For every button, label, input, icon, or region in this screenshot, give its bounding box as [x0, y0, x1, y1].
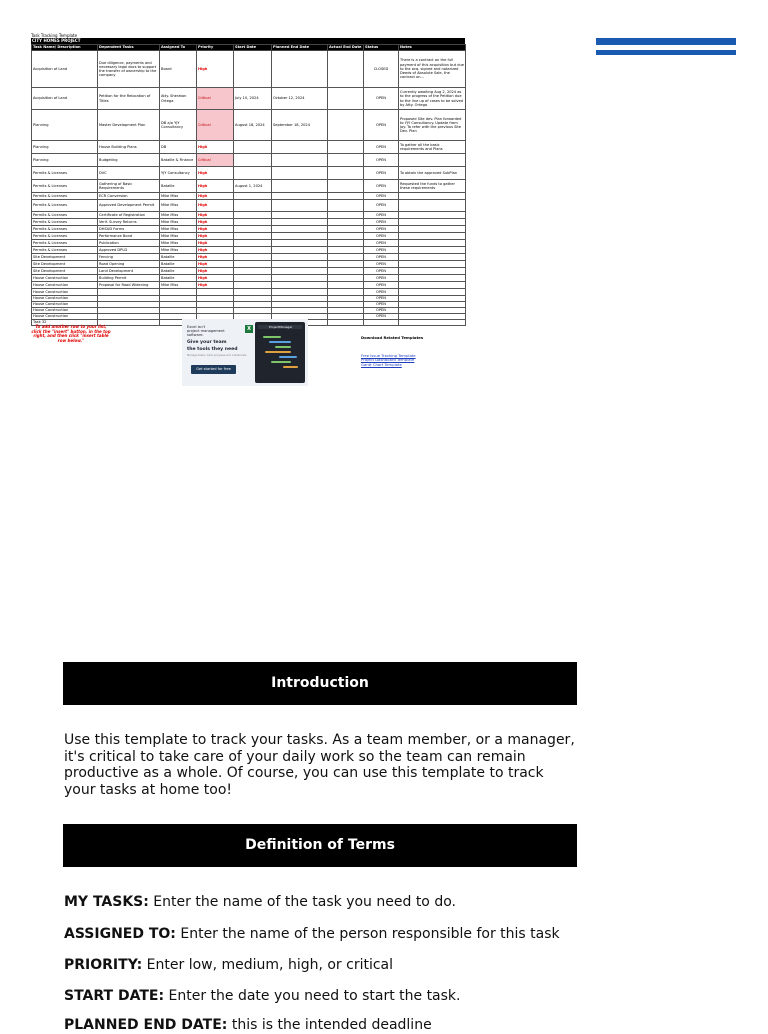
col-status-cell[interactable]: OPEN	[364, 200, 399, 212]
col-dependent-tasks-cell[interactable]: DHSUD Forms	[98, 226, 160, 233]
col-notes-cell[interactable]	[399, 212, 466, 219]
col-status-cell[interactable]: OPEN	[364, 261, 399, 268]
col-task-name-header: Task Name/ Description	[32, 45, 98, 51]
term-label: ASSIGNED TO:	[64, 926, 176, 942]
col-start-date-cell[interactable]	[234, 233, 272, 240]
col-start-date-cell[interactable]	[234, 141, 272, 154]
excel-logo-icon: X	[245, 325, 253, 333]
table-row[interactable]	[32, 261, 466, 268]
screen-label: ProjectManager	[269, 325, 293, 329]
col-assigned-to-cell[interactable]: Mike Miss	[160, 212, 197, 219]
promo-copy	[187, 325, 249, 359]
col-start-date-cell[interactable]: July 10, 2024	[234, 88, 272, 110]
table-row[interactable]	[32, 141, 466, 154]
col-dependent-tasks-cell[interactable]: Master Development Plan	[98, 110, 160, 141]
col-planned-end-date-cell[interactable]	[272, 261, 328, 268]
col-actual-end-date-cell[interactable]	[328, 154, 364, 167]
col-priority-cell[interactable]: High	[197, 141, 234, 154]
col-priority-cell[interactable]: High	[197, 200, 234, 212]
col-task-name-cell[interactable]: Site Development	[32, 261, 98, 268]
col-assigned-to-header: Assigned To	[160, 45, 197, 51]
col-assigned-to-cell[interactable]: Bataille	[160, 275, 197, 282]
col-assigned-to-cell[interactable]: YJY Consultancy	[160, 167, 197, 180]
col-planned-end-date-cell[interactable]	[272, 254, 328, 261]
col-dependent-tasks-header: Dependent Tasks	[98, 45, 160, 51]
col-start-date-cell[interactable]	[234, 226, 272, 233]
table-row[interactable]	[32, 254, 466, 261]
table-row[interactable]	[32, 240, 466, 247]
term-label: PLANNED END DATE:	[64, 1017, 228, 1033]
col-assigned-to-cell[interactable]: Bataille & Finance	[160, 154, 197, 167]
col-planned-end-date-cell[interactable]	[272, 282, 328, 289]
term-definition: Enter the date you need to start the task.	[164, 988, 461, 1004]
col-assigned-to-cell[interactable]: Atty. Sheraton Ortega	[160, 88, 197, 110]
table-row[interactable]	[32, 268, 466, 275]
col-status-cell[interactable]: OPEN	[364, 154, 399, 167]
col-start-date-cell[interactable]	[234, 261, 272, 268]
col-status-cell[interactable]: OPEN	[364, 275, 399, 282]
promo-line2: software.	[187, 333, 204, 338]
gantt-bar	[279, 356, 297, 358]
col-status-cell[interactable]: OPEN	[364, 282, 399, 289]
col-start-date-cell[interactable]: August 18, 2024	[234, 110, 272, 141]
col-task-name-cell[interactable]: Permits & Licenses	[32, 247, 98, 254]
related-link-gantt-chart[interactable]: Gantt Chart Template	[361, 361, 402, 367]
col-priority-cell[interactable]: High	[197, 247, 234, 254]
term-definition: Enter low, medium, high, or critical	[142, 957, 394, 973]
term-my-tasks	[64, 894, 664, 911]
col-actual-end-date-cell[interactable]	[328, 282, 364, 289]
col-actual-end-date-cell[interactable]	[328, 200, 364, 212]
col-task-name-cell[interactable]: Acquisition of Land	[32, 88, 98, 110]
related-heading: Download Related Templates	[361, 335, 424, 340]
col-priority-cell[interactable]: High	[197, 240, 234, 247]
col-actual-end-date-cell[interactable]	[328, 110, 364, 141]
col-status-cell[interactable]: OPEN	[364, 110, 399, 141]
task-table	[31, 44, 466, 326]
col-task-name-cell[interactable]: Task 32	[32, 320, 98, 326]
col-task-name-cell[interactable]: House Construction	[32, 296, 98, 302]
gantt-bar	[271, 361, 291, 363]
col-actual-end-date-cell[interactable]	[328, 167, 364, 180]
col-actual-end-date-cell[interactable]	[328, 193, 364, 200]
col-planned-end-date-cell[interactable]: October 12, 2024	[272, 88, 328, 110]
col-priority-cell[interactable]: High	[197, 261, 234, 268]
col-dependent-tasks-cell[interactable]: House Building Plans	[98, 141, 160, 154]
col-notes-cell[interactable]	[399, 154, 466, 167]
col-start-date-cell[interactable]	[234, 282, 272, 289]
col-actual-end-date-cell[interactable]	[328, 226, 364, 233]
col-task-name-cell[interactable]: Permits & Licenses	[32, 200, 98, 212]
col-assigned-to-cell[interactable]: Mike Miss	[160, 282, 197, 289]
table-row[interactable]	[32, 200, 466, 212]
col-priority-cell[interactable]: High	[197, 180, 234, 193]
col-actual-end-date-cell[interactable]	[328, 268, 364, 275]
col-actual-end-date-cell[interactable]	[328, 320, 364, 326]
col-notes-cell[interactable]	[399, 282, 466, 289]
col-task-name-cell[interactable]: Permits & Licenses	[32, 193, 98, 200]
col-status-cell[interactable]: OPEN	[364, 212, 399, 219]
col-dependent-tasks-cell[interactable]: Certificate of Registration	[98, 212, 160, 219]
related-link-issue-tracking[interactable]: Free Issue Tracking Template	[361, 352, 416, 358]
col-actual-end-date-cell[interactable]	[328, 233, 364, 240]
gantt-bar	[283, 366, 298, 368]
col-task-name-cell[interactable]: Permits & Licenses	[32, 233, 98, 240]
col-planned-end-date-cell[interactable]	[272, 193, 328, 200]
col-planned-end-date-cell[interactable]	[272, 141, 328, 154]
col-dependent-tasks-cell[interactable]: Approved Development Permit	[98, 200, 160, 212]
col-status-cell[interactable]	[364, 320, 399, 326]
col-status-cell[interactable]: OPEN	[364, 314, 399, 320]
col-actual-end-date-cell[interactable]	[328, 247, 364, 254]
col-planned-end-date-cell[interactable]	[272, 51, 328, 88]
col-dependent-tasks-cell[interactable]: Verif. Survey Returns	[98, 219, 160, 226]
col-planned-end-date-cell[interactable]	[272, 240, 328, 247]
col-priority-cell[interactable]: High	[197, 193, 234, 200]
promo-headline1: Give your team	[187, 339, 227, 345]
accent-bar-top	[596, 38, 736, 45]
col-planned-end-date-cell[interactable]	[272, 268, 328, 275]
col-status-cell[interactable]: OPEN	[364, 302, 399, 308]
col-start-date-cell[interactable]	[234, 51, 272, 88]
col-dependent-tasks-cell[interactable]: Publication	[98, 240, 160, 247]
accent-bar-bottom	[596, 50, 736, 55]
projectmanager-promo[interactable]	[182, 319, 308, 386]
related-link-project-dashboard[interactable]: Project Dashboard Template	[361, 357, 415, 363]
table-row[interactable]	[32, 51, 466, 88]
col-status-cell[interactable]: CLOSED	[364, 51, 399, 88]
col-dependent-tasks-cell[interactable]: Land Development	[98, 268, 160, 275]
col-planned-end-date-cell[interactable]	[272, 219, 328, 226]
gantt-bar	[275, 346, 291, 348]
col-planned-end-date-cell[interactable]	[272, 275, 328, 282]
col-dependent-tasks-cell[interactable]	[98, 289, 160, 296]
col-priority-cell[interactable]: Critical	[197, 110, 234, 141]
col-status-cell[interactable]: OPEN	[364, 308, 399, 314]
col-task-name-cell[interactable]: House Construction	[32, 302, 98, 308]
col-status-cell[interactable]: OPEN	[364, 240, 399, 247]
term-definition: Enter the name of the person responsible for this task	[175, 926, 560, 942]
col-dependent-tasks-cell[interactable]: Petition for the Relocation of Titles	[98, 88, 160, 110]
table-row[interactable]	[32, 226, 466, 233]
col-planned-end-date-cell[interactable]	[272, 289, 328, 296]
col-task-name-cell[interactable]: Acquisition of Land	[32, 51, 98, 88]
col-notes-cell[interactable]	[399, 289, 466, 296]
col-notes-cell[interactable]	[399, 261, 466, 268]
project-name: CITY HOMES PROJECT	[31, 38, 465, 44]
term-label: PRIORITY:	[64, 957, 143, 973]
col-priority-cell[interactable]	[197, 289, 234, 296]
table-row[interactable]	[32, 219, 466, 226]
related-templates	[361, 336, 423, 367]
col-task-name-cell[interactable]: Site Development	[32, 268, 98, 275]
col-planned-end-date-cell[interactable]	[272, 212, 328, 219]
col-status-cell[interactable]: OPEN	[364, 254, 399, 261]
col-actual-end-date-cell[interactable]	[328, 289, 364, 296]
col-assigned-to-cell[interactable]: Bataille	[160, 180, 197, 193]
col-planned-end-date-cell[interactable]	[272, 200, 328, 212]
col-dependent-tasks-cell[interactable]: Due diligence, payments and necessary legal docs to support the transfer of ownership to the company	[98, 51, 160, 88]
col-priority-cell[interactable]: High	[197, 254, 234, 261]
col-task-name-cell[interactable]: Planning	[32, 154, 98, 167]
col-planned-end-date-cell[interactable]	[272, 233, 328, 240]
col-status-cell[interactable]: OPEN	[364, 289, 399, 296]
col-notes-cell[interactable]	[399, 254, 466, 261]
col-notes-cell[interactable]	[399, 226, 466, 233]
introduction-text: Use this template to track your tasks. As a team member, or a manager, it's critical to take care of your daily work so the team can remain productive as a whole. Of course, you can use this template to track your tasks at home too!	[64, 732, 575, 798]
col-task-name-cell[interactable]: Permits & Licenses	[32, 180, 98, 193]
col-task-name-cell[interactable]: Permits & Licenses	[32, 212, 98, 219]
col-actual-end-date-cell[interactable]	[328, 261, 364, 268]
col-task-name-cell[interactable]: Permits & Licenses	[32, 226, 98, 233]
col-notes-cell[interactable]	[399, 268, 466, 275]
col-assigned-to-cell[interactable]: Bataille	[160, 261, 197, 268]
term-label: START DATE:	[64, 988, 165, 1004]
col-assigned-to-cell[interactable]: Bataille	[160, 268, 197, 275]
col-priority-cell[interactable]: High	[197, 233, 234, 240]
col-assigned-to-cell[interactable]: Board	[160, 51, 197, 88]
promo-get-started-button[interactable]: Get started for free	[191, 365, 236, 374]
col-start-date-cell[interactable]: August 1, 2024	[234, 180, 272, 193]
col-priority-cell[interactable]: High	[197, 268, 234, 275]
col-planned-end-date-header: Planned End Date	[272, 45, 328, 51]
col-start-date-cell[interactable]	[234, 200, 272, 212]
table-row[interactable]	[32, 88, 466, 110]
col-status-cell[interactable]: OPEN	[364, 180, 399, 193]
col-notes-cell[interactable]	[399, 200, 466, 212]
col-assigned-to-cell[interactable]: DB a/o YJY Consultancy	[160, 110, 197, 141]
col-assigned-to-cell[interactable]: Mike Miss	[160, 219, 197, 226]
col-priority-cell[interactable]: High	[197, 167, 234, 180]
col-start-date-header: Start Date	[234, 45, 272, 51]
col-notes-cell[interactable]: To obtain the approved SubPlan	[399, 167, 466, 180]
table-row[interactable]	[32, 154, 466, 167]
col-actual-end-date-cell[interactable]	[328, 88, 364, 110]
col-assigned-to-cell[interactable]: Mike Miss	[160, 193, 197, 200]
col-task-name-cell[interactable]: House Construction	[32, 314, 98, 320]
table-row[interactable]	[32, 193, 466, 200]
col-start-date-cell[interactable]	[234, 219, 272, 226]
col-start-date-cell[interactable]	[234, 254, 272, 261]
col-notes-cell[interactable]: To gather all the basic requirements and Plans	[399, 141, 466, 154]
col-start-date-cell[interactable]	[234, 167, 272, 180]
col-dependent-tasks-cell[interactable]: Building Permit	[98, 275, 160, 282]
col-actual-end-date-cell[interactable]	[328, 212, 364, 219]
table-row[interactable]	[32, 275, 466, 282]
laptop-screen-illustration	[255, 322, 305, 383]
col-status-cell[interactable]: OPEN	[364, 296, 399, 302]
col-assigned-to-cell[interactable]: Mike Miss	[160, 240, 197, 247]
col-notes-header: Notes	[399, 45, 466, 51]
col-notes-cell[interactable]: Currently awaiting Aug 2, 2024 as to the progress of the Petition due to the line up of cases to be solved by Atty. Ortega	[399, 88, 466, 110]
col-notes-cell[interactable]	[399, 219, 466, 226]
col-actual-end-date-cell[interactable]	[328, 51, 364, 88]
col-planned-end-date-cell[interactable]	[272, 180, 328, 193]
add-row-note: To add another row to your list, click the "insert" button, in the top right, and then click "insert table row below."	[31, 324, 111, 343]
col-dependent-tasks-cell[interactable]: Proposal for Road Widening	[98, 282, 160, 289]
promo-kicker: Excel isn't	[187, 325, 206, 329]
col-dependent-tasks-cell[interactable]: Gathering of Basic Requirements	[98, 180, 160, 193]
col-planned-end-date-cell[interactable]	[272, 247, 328, 254]
col-task-name-cell[interactable]: House Construction	[32, 275, 98, 282]
col-task-name-cell[interactable]: Site Development	[32, 254, 98, 261]
col-assigned-to-cell[interactable]	[160, 289, 197, 296]
col-actual-end-date-cell[interactable]	[328, 141, 364, 154]
table-row[interactable]	[32, 233, 466, 240]
col-notes-cell[interactable]	[399, 275, 466, 282]
col-priority-header: Priority	[197, 45, 234, 51]
col-task-name-cell[interactable]: House Construction	[32, 308, 98, 314]
col-priority-cell[interactable]: High	[197, 282, 234, 289]
col-priority-cell[interactable]: High	[197, 212, 234, 219]
col-start-date-cell[interactable]	[234, 289, 272, 296]
col-assigned-to-cell[interactable]: Mike Miss	[160, 200, 197, 212]
col-notes-cell[interactable]: Requested the funds to gather these requirements	[399, 180, 466, 193]
gantt-bar	[265, 351, 291, 353]
col-status-header: Status	[364, 45, 399, 51]
table-row[interactable]	[32, 289, 466, 296]
col-status-cell[interactable]: OPEN	[364, 268, 399, 275]
term-definition: Enter the name of the task you need to do.	[148, 894, 456, 910]
sheet-title: Task Tracking Template	[31, 33, 78, 38]
gantt-bar	[269, 341, 291, 343]
col-actual-end-date-cell[interactable]	[328, 254, 364, 261]
col-task-name-cell[interactable]: House Construction	[32, 282, 98, 289]
col-status-cell[interactable]: OPEN	[364, 193, 399, 200]
col-status-cell[interactable]: OPEN	[364, 233, 399, 240]
col-planned-end-date-cell[interactable]: September 18, 2024	[272, 110, 328, 141]
col-assigned-to-cell[interactable]: Mike Miss	[160, 247, 197, 254]
col-status-cell[interactable]: OPEN	[364, 88, 399, 110]
col-status-cell[interactable]: OPEN	[364, 247, 399, 254]
term-definition: this is the intended deadline	[227, 1017, 432, 1033]
term-planned-end-date	[64, 1017, 664, 1034]
promo-subtext: Manage tasks, track progress and collaborate	[187, 354, 247, 358]
col-status-cell[interactable]: OPEN	[364, 226, 399, 233]
col-planned-end-date-cell[interactable]	[272, 154, 328, 167]
term-start-date	[64, 988, 664, 1005]
col-status-cell[interactable]: OPEN	[364, 167, 399, 180]
col-dependent-tasks-cell[interactable]: DVC	[98, 167, 160, 180]
col-dependent-tasks-cell[interactable]: Fencing	[98, 254, 160, 261]
col-dependent-tasks-cell[interactable]: Road Opening	[98, 261, 160, 268]
col-planned-end-date-cell[interactable]	[272, 167, 328, 180]
col-task-name-cell[interactable]: Planning	[32, 110, 98, 141]
col-task-name-cell[interactable]: House Construction	[32, 289, 98, 296]
col-priority-cell[interactable]: Critical	[197, 88, 234, 110]
col-start-date-cell[interactable]	[234, 275, 272, 282]
col-start-date-cell[interactable]	[234, 212, 272, 219]
col-notes-cell[interactable]: Proposed Site dev. Plan forwarded to YJY Consultancy. Update from Jay. To refer with the previous Site Dev. Plan	[399, 110, 466, 141]
col-task-name-cell[interactable]: Planning	[32, 141, 98, 154]
term-priority	[64, 957, 664, 974]
col-notes-cell[interactable]	[399, 320, 466, 326]
col-priority-cell[interactable]: Critical	[197, 154, 234, 167]
col-start-date-cell[interactable]	[234, 193, 272, 200]
col-actual-end-date-header: Actual End Date	[329, 45, 362, 50]
table-row[interactable]	[32, 167, 466, 180]
col-actual-end-date-cell[interactable]	[328, 240, 364, 247]
col-priority-cell[interactable]: High	[197, 226, 234, 233]
term-assigned-to	[64, 926, 664, 943]
col-priority-cell[interactable]: High	[197, 275, 234, 282]
col-actual-end-date-cell[interactable]	[328, 219, 364, 226]
term-label: MY TASKS:	[64, 894, 149, 910]
col-assigned-to-cell[interactable]: Mike Miss	[160, 226, 197, 233]
col-task-name-cell[interactable]: Permits & Licenses	[32, 240, 98, 247]
col-dependent-tasks-cell[interactable]: Budgeting	[98, 154, 160, 167]
col-status-cell[interactable]: OPEN	[364, 219, 399, 226]
col-actual-end-date-cell[interactable]	[328, 180, 364, 193]
promo-line1: project management	[187, 329, 225, 334]
col-dependent-tasks-cell[interactable]: Performance Bond	[98, 233, 160, 240]
col-priority-cell[interactable]: High	[197, 51, 234, 88]
col-start-date-cell[interactable]	[234, 240, 272, 247]
col-start-date-cell[interactable]	[234, 154, 272, 167]
col-notes-cell[interactable]: There is a contract on the full payment of this acquisition but due to the acq. signed and notarized Deeds of Absolute Sale, the contract on...	[399, 51, 466, 88]
table-row[interactable]	[32, 212, 466, 219]
col-notes-cell[interactable]	[399, 247, 466, 254]
col-start-date-cell[interactable]	[234, 268, 272, 275]
col-task-name-cell[interactable]: Permits & Licenses	[32, 167, 98, 180]
col-assigned-to-cell[interactable]: DB	[160, 141, 197, 154]
table-row[interactable]	[32, 247, 466, 254]
col-planned-end-date-cell[interactable]	[272, 226, 328, 233]
task-tracking-sheet	[31, 33, 465, 326]
col-actual-end-date-cell[interactable]	[328, 275, 364, 282]
definition-of-terms-heading: Definition of Terms	[63, 824, 577, 867]
col-assigned-to-cell[interactable]: Mike Miss	[160, 233, 197, 240]
col-status-cell[interactable]: OPEN	[364, 141, 399, 154]
col-notes-cell[interactable]	[399, 233, 466, 240]
table-row[interactable]	[32, 110, 466, 141]
table-row[interactable]	[32, 282, 466, 289]
introduction-heading: Introduction	[63, 662, 577, 705]
col-task-name-cell[interactable]: Permits & Licenses	[32, 219, 98, 226]
promo-headline2: the tools they need	[187, 347, 238, 353]
col-start-date-cell[interactable]	[234, 247, 272, 254]
col-dependent-tasks-cell[interactable]: ECR Conversion	[98, 193, 160, 200]
col-assigned-to-cell[interactable]: Bataille	[160, 254, 197, 261]
gantt-bar	[263, 336, 281, 338]
col-notes-cell[interactable]	[399, 193, 466, 200]
col-dependent-tasks-cell[interactable]: Approved DPLD	[98, 247, 160, 254]
col-notes-cell[interactable]	[399, 240, 466, 247]
col-priority-cell[interactable]: High	[197, 219, 234, 226]
table-row[interactable]	[32, 180, 466, 193]
